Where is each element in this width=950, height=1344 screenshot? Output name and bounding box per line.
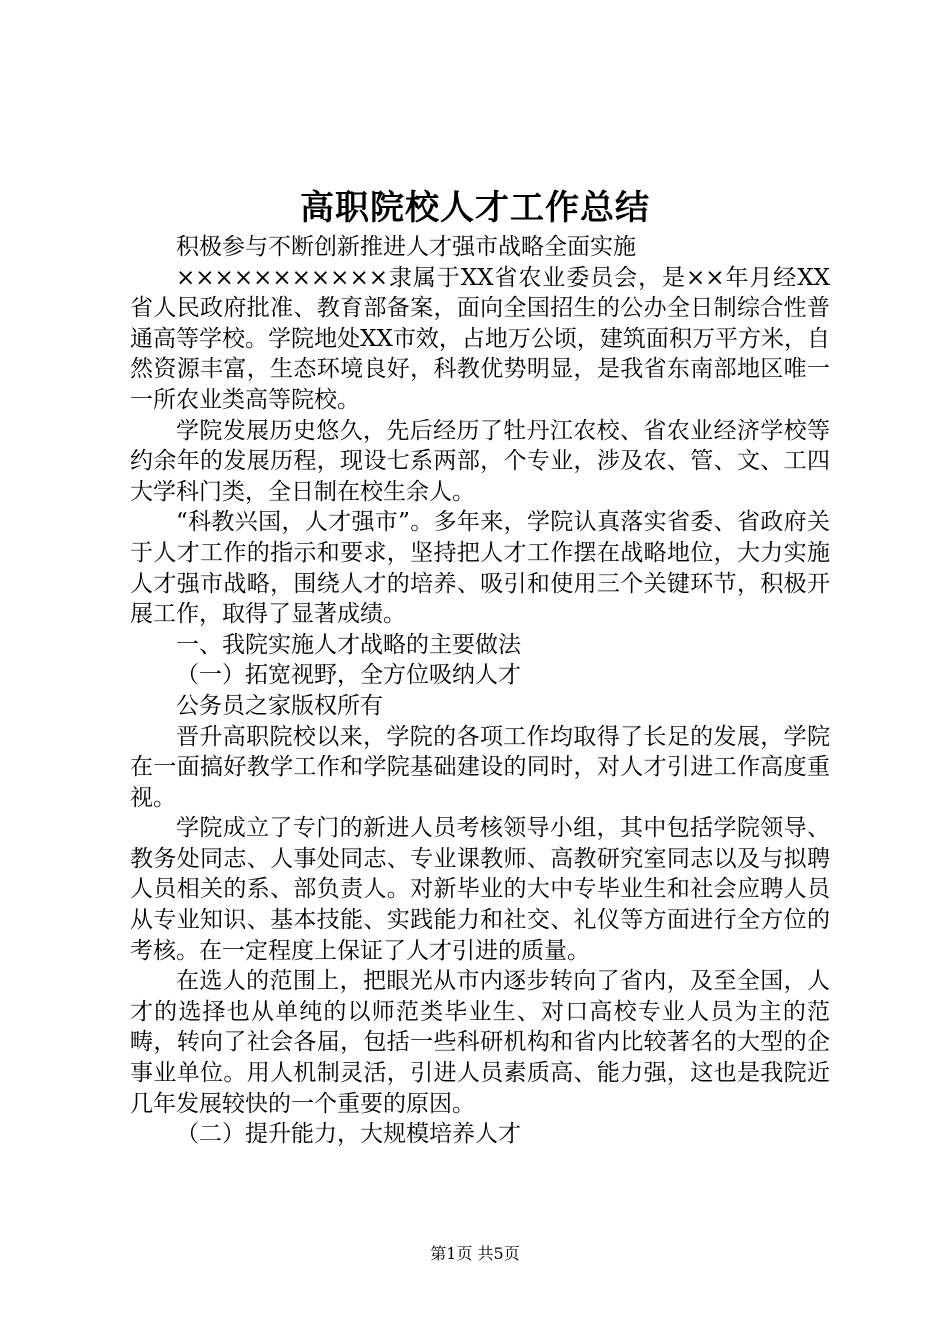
paragraph-subtitle: 积极参与不断创新推进人才强市战略全面实施 bbox=[176, 234, 636, 260]
paragraph-copyright: 公务员之家版权所有 bbox=[176, 692, 383, 719]
paragraph-assessment: 学院成立了专门的新进人员考核领导小组，其中包括学院领导、教务处同志、人事处同志、专业课教师、高教研究室同志以及与拟聘人员相关的系、部负责人。对新毕业的大中专毕业生和社会应聘人员从专业知识、基本技能、实践能力和社交、礼仪等方面进行全方位的考核。在一定程度上保证了人才引进的质量。 bbox=[130, 815, 830, 964]
page-number-footer: 第1页 共5页 bbox=[430, 1244, 520, 1263]
subsection-heading-1: （一）拓宽视野，全方位吸纳人才 bbox=[176, 662, 521, 689]
section-heading-1: 一、我院实施人才战略的主要做法 bbox=[176, 631, 521, 658]
paragraph-development: 晋升高职院校以来，学院的各项工作均取得了长足的发展，学院在一面搞好教学工作和学院基础建设的同时，对人才引进工作高度重视。 bbox=[130, 723, 830, 811]
document-title: 高职院校人才工作总结 bbox=[300, 188, 650, 228]
paragraph-recruitment: 在选人的范围上，把眼光从市内逐步转向了省内，及至全国，人才的选择也从单纯的以师范类毕业生、对口高校专业人员为主的范畴，转向了社会各届，包括一些科研机构和省内比较著名的大型的企事业单位。用人机制灵活，引进人员素质高、能力强，这也是我院近几年发展较快的一个重要的原因。 bbox=[130, 968, 830, 1117]
subsection-heading-2: （二）提升能力，大规模培养人才 bbox=[176, 1121, 521, 1148]
paragraph-history: 学院发展历史悠久，先后经历了牡丹江农校、省农业经济学校等约余年的发展历程，现设七系两部，个专业，涉及农、管、文、工四大学科门类，全日制在校生余人。 bbox=[130, 417, 830, 505]
document-body bbox=[130, 232, 830, 1150]
paragraph-strategy: “科教兴国，人才强市”。多年来，学院认真落实省委、省政府关于人才工作的指示和要求，坚持把人才工作摆在战略地位，大力实施人才强市战略，围绕人才的培养、吸引和使用三个关键环节，积极开展工作，取得了显著成绩。 bbox=[130, 509, 830, 628]
paragraph-intro: ×××××××××××隶属于XX省农业委员会，是××年月经XX省人民政府批准、教育部备案，面向全国招生的公办全日制综合性普通高等学校。学院地处XX市效，占地万公顷，建筑面积万平方米，自然资源丰富，生态环境良好，科教优势明显，是我省东南部地区唯一一所农业类高等院校。 bbox=[130, 264, 830, 413]
